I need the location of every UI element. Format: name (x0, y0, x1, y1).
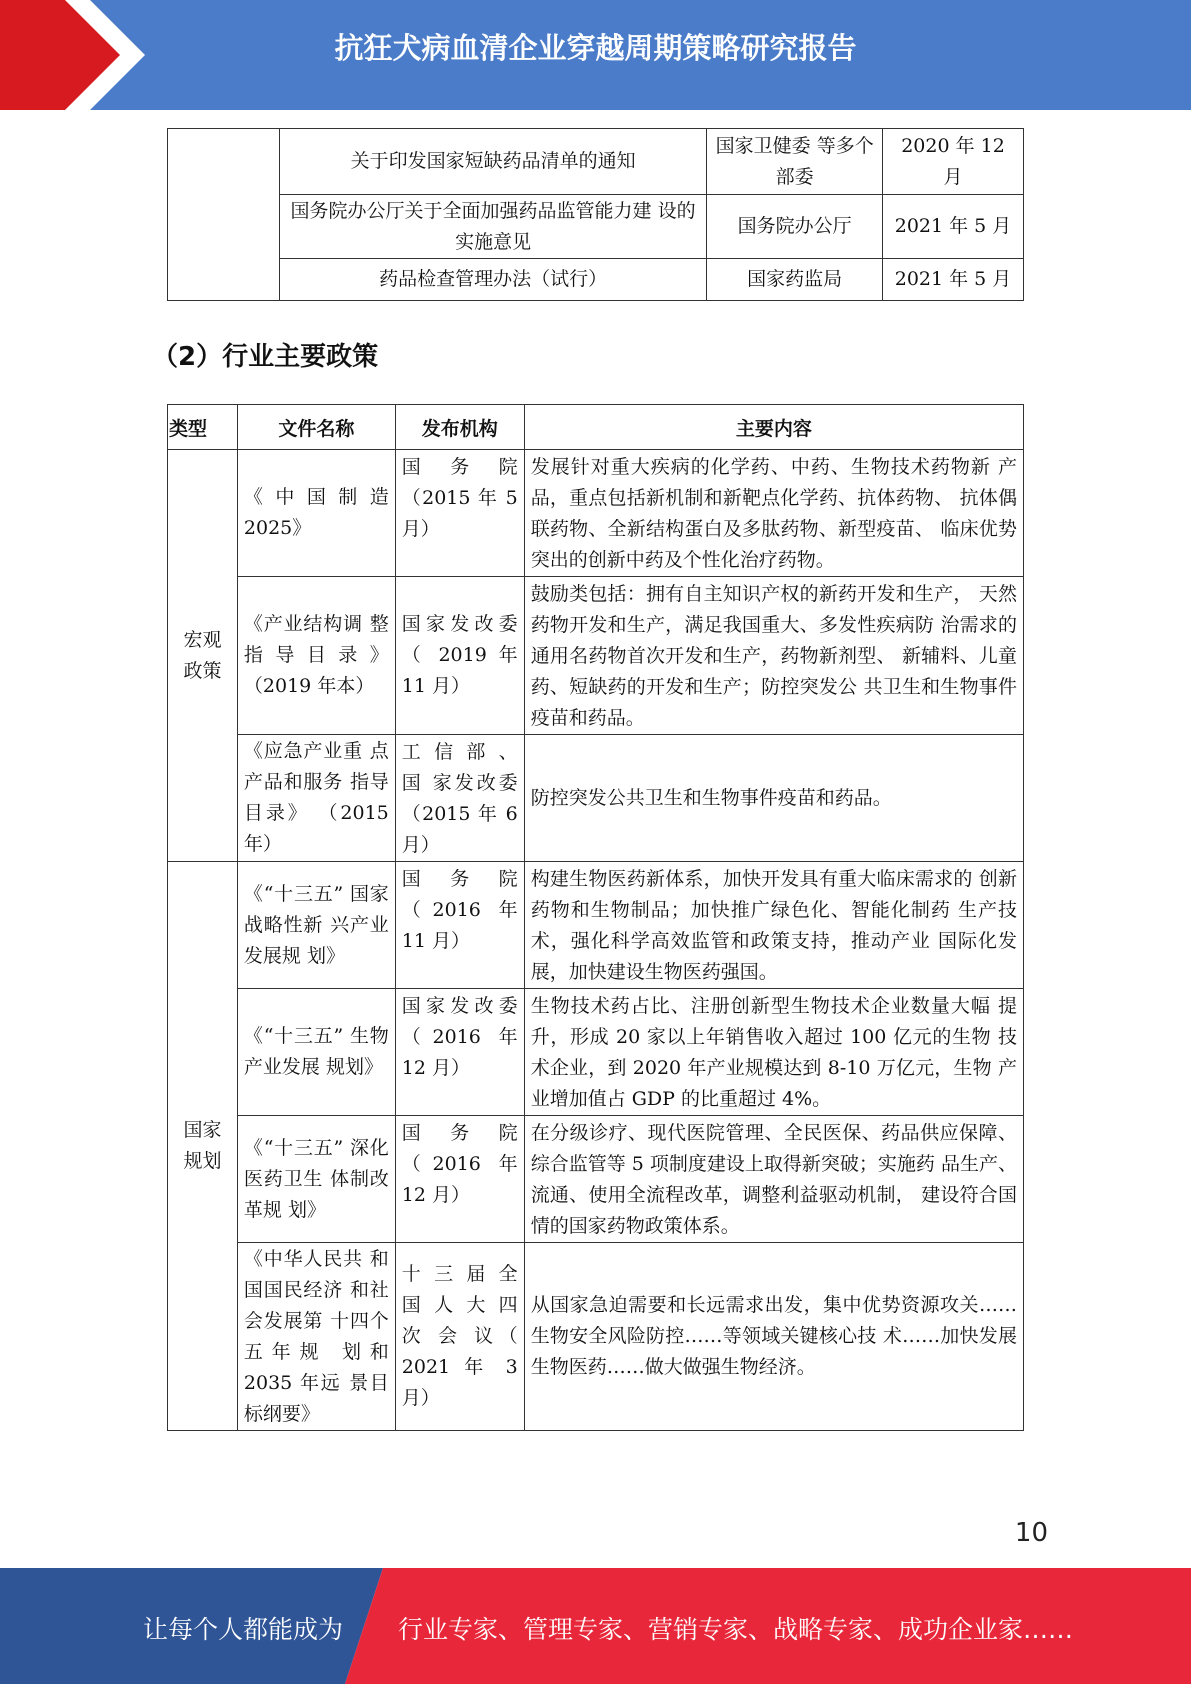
page-header (0, 0, 1191, 110)
issuing-agency: 国务院 （2015 年 5 月） (395, 450, 524, 577)
main-content: 发展针对重大疾病的化学药、中药、生物技术药物新 产品，重点包括新机制和新靶点化学药、抗体药物、 抗体偶联药物、全新结构蛋白及多肽药物、新型疫苗、 临床优势突出的创新中药及个性化治疗药物。 (524, 450, 1023, 577)
document-title: 药品检查管理办法（试行） (279, 259, 706, 301)
table-row (168, 989, 1024, 1116)
main-content: 防控突发公共卫生和生物事件疫苗和药品。 (524, 735, 1023, 862)
header-content: 主要内容 (524, 405, 1023, 450)
footer-slogan-right: 行业专家、管理专家、营销专家、战略专家、成功企业家…… (398, 1615, 1074, 1644)
category-cell: 宏观政策 (168, 450, 238, 862)
header-type: 类型 (168, 405, 238, 450)
empty-category-cell (168, 129, 280, 301)
main-content: 生物技术药占比、注册创新型生物技术企业数量大幅 提升，形成 20 家以上年销售收入超过 100 亿元的生物 技术企业，到 2020 年产业规模达到 8-10 万亿元，生物 产业增加值占 GDP 的比重超过 4%。 (524, 989, 1023, 1116)
issue-date: 2021 年 5 月 (883, 259, 1024, 301)
table-row (168, 259, 1024, 301)
table-row (168, 450, 1024, 577)
table-row (168, 862, 1024, 989)
header-name: 文件名称 (237, 405, 395, 450)
category-cell: 国家规划 (168, 862, 238, 1431)
document-name: 《“十三五” 国家战略性新 兴产业发展规 划》 (237, 862, 395, 989)
table-row (168, 577, 1024, 735)
table-row (168, 1243, 1024, 1431)
issuing-agency: 十 三 届 全 国 人 大 四 次 会 议（ 2021 年 3 月） (395, 1243, 524, 1431)
document-title: 国务院办公厅关于全面加强药品监管能力建 设的实施意见 (279, 195, 706, 259)
document-name: 《应急产业重 点产品和服务 指导目录》 （2015 年） (237, 735, 395, 862)
table-row (168, 735, 1024, 862)
main-content: 鼓励类包括：拥有自主知识产权的新药开发和生产， 天然药物开发和生产，满足我国重大、多发性疾病防 治需求的通用名药物首次开发和生产，药物新剂型、 新辅料、儿童药、短缺药的开发和生产；防控突发公 共卫生和生物事件疫苗和药品。 (524, 577, 1023, 735)
policy-table-continued (167, 128, 1024, 301)
document-title: 关于印发国家短缺药品清单的通知 (279, 129, 706, 195)
table-row (168, 129, 1024, 195)
issuing-agency: 国家卫健委 等多个部委 (707, 129, 883, 195)
header-agency: 发布机构 (395, 405, 524, 450)
table-row (168, 195, 1024, 259)
main-content: 从国家急迫需要和长远需求出发，集中优势资源攻关……生物安全风险防控……等领域关键核心技 术……加快发展生物医药……做大做强生物经济。 (524, 1243, 1023, 1431)
table-row (168, 1116, 1024, 1243)
document-name: 《中国制造 2025》 (237, 450, 395, 577)
document-name: 《中华人民共 和国国民经济 和社会发展第 十四个五年规 划和 2035 年远 景目标纲要》 (237, 1243, 395, 1431)
header-title: 抗狂犬病血清企业穿越周期策略研究报告 (334, 31, 857, 65)
issuing-agency: 国务院 （2016 年 11 月） (395, 862, 524, 989)
issuing-agency: 国务院 （2016 年 12 月） (395, 1116, 524, 1243)
issuing-agency: 国家发改委 （2016 年 12 月） (395, 989, 524, 1116)
industry-policy-table (167, 404, 1024, 1431)
document-name: 《“十三五” 深化医药卫生 体制改革规 划》 (237, 1116, 395, 1243)
document-name: 《产业结构调 整指导目录》 （2019 年本） (237, 577, 395, 735)
issue-date: 2020 年 12 月 (883, 129, 1024, 195)
issuing-agency: 国务院办公厅 (707, 195, 883, 259)
main-content: 构建生物医药新体系，加快开发具有重大临床需求的 创新药物和生物制品；加快推广绿色化、智能化制药 生产技术，强化科学高效监管和政策支持，推动产业 国际化发展，加快建设生物医药强国。 (524, 862, 1023, 989)
issuing-agency: 国家药监局 (707, 259, 883, 301)
issuing-agency: 工 信 部 、 国 家发改委 （2015 年 6 月） (395, 735, 524, 862)
issuing-agency: 国家发改委 （ 2019 年 11 月） (395, 577, 524, 735)
document-name: 《“十三五” 生物产业发展 规划》 (237, 989, 395, 1116)
table-header-row (168, 405, 1024, 450)
page-number: 10 (1014, 1518, 1048, 1548)
footer-slogan-left: 让每个人都能成为 (143, 1615, 344, 1644)
main-content: 在分级诊疗、现代医院管理、全民医保、药品供应保障、综合监管等 5 项制度建设上取得新突破；实施药 品生产、流通、使用全流程改革，调整利益驱动机制， 建设符合国情的国家药物政策体系。 (524, 1116, 1023, 1243)
issue-date: 2021 年 5 月 (883, 195, 1024, 259)
section-heading: （2）行业主要政策 (152, 342, 379, 372)
